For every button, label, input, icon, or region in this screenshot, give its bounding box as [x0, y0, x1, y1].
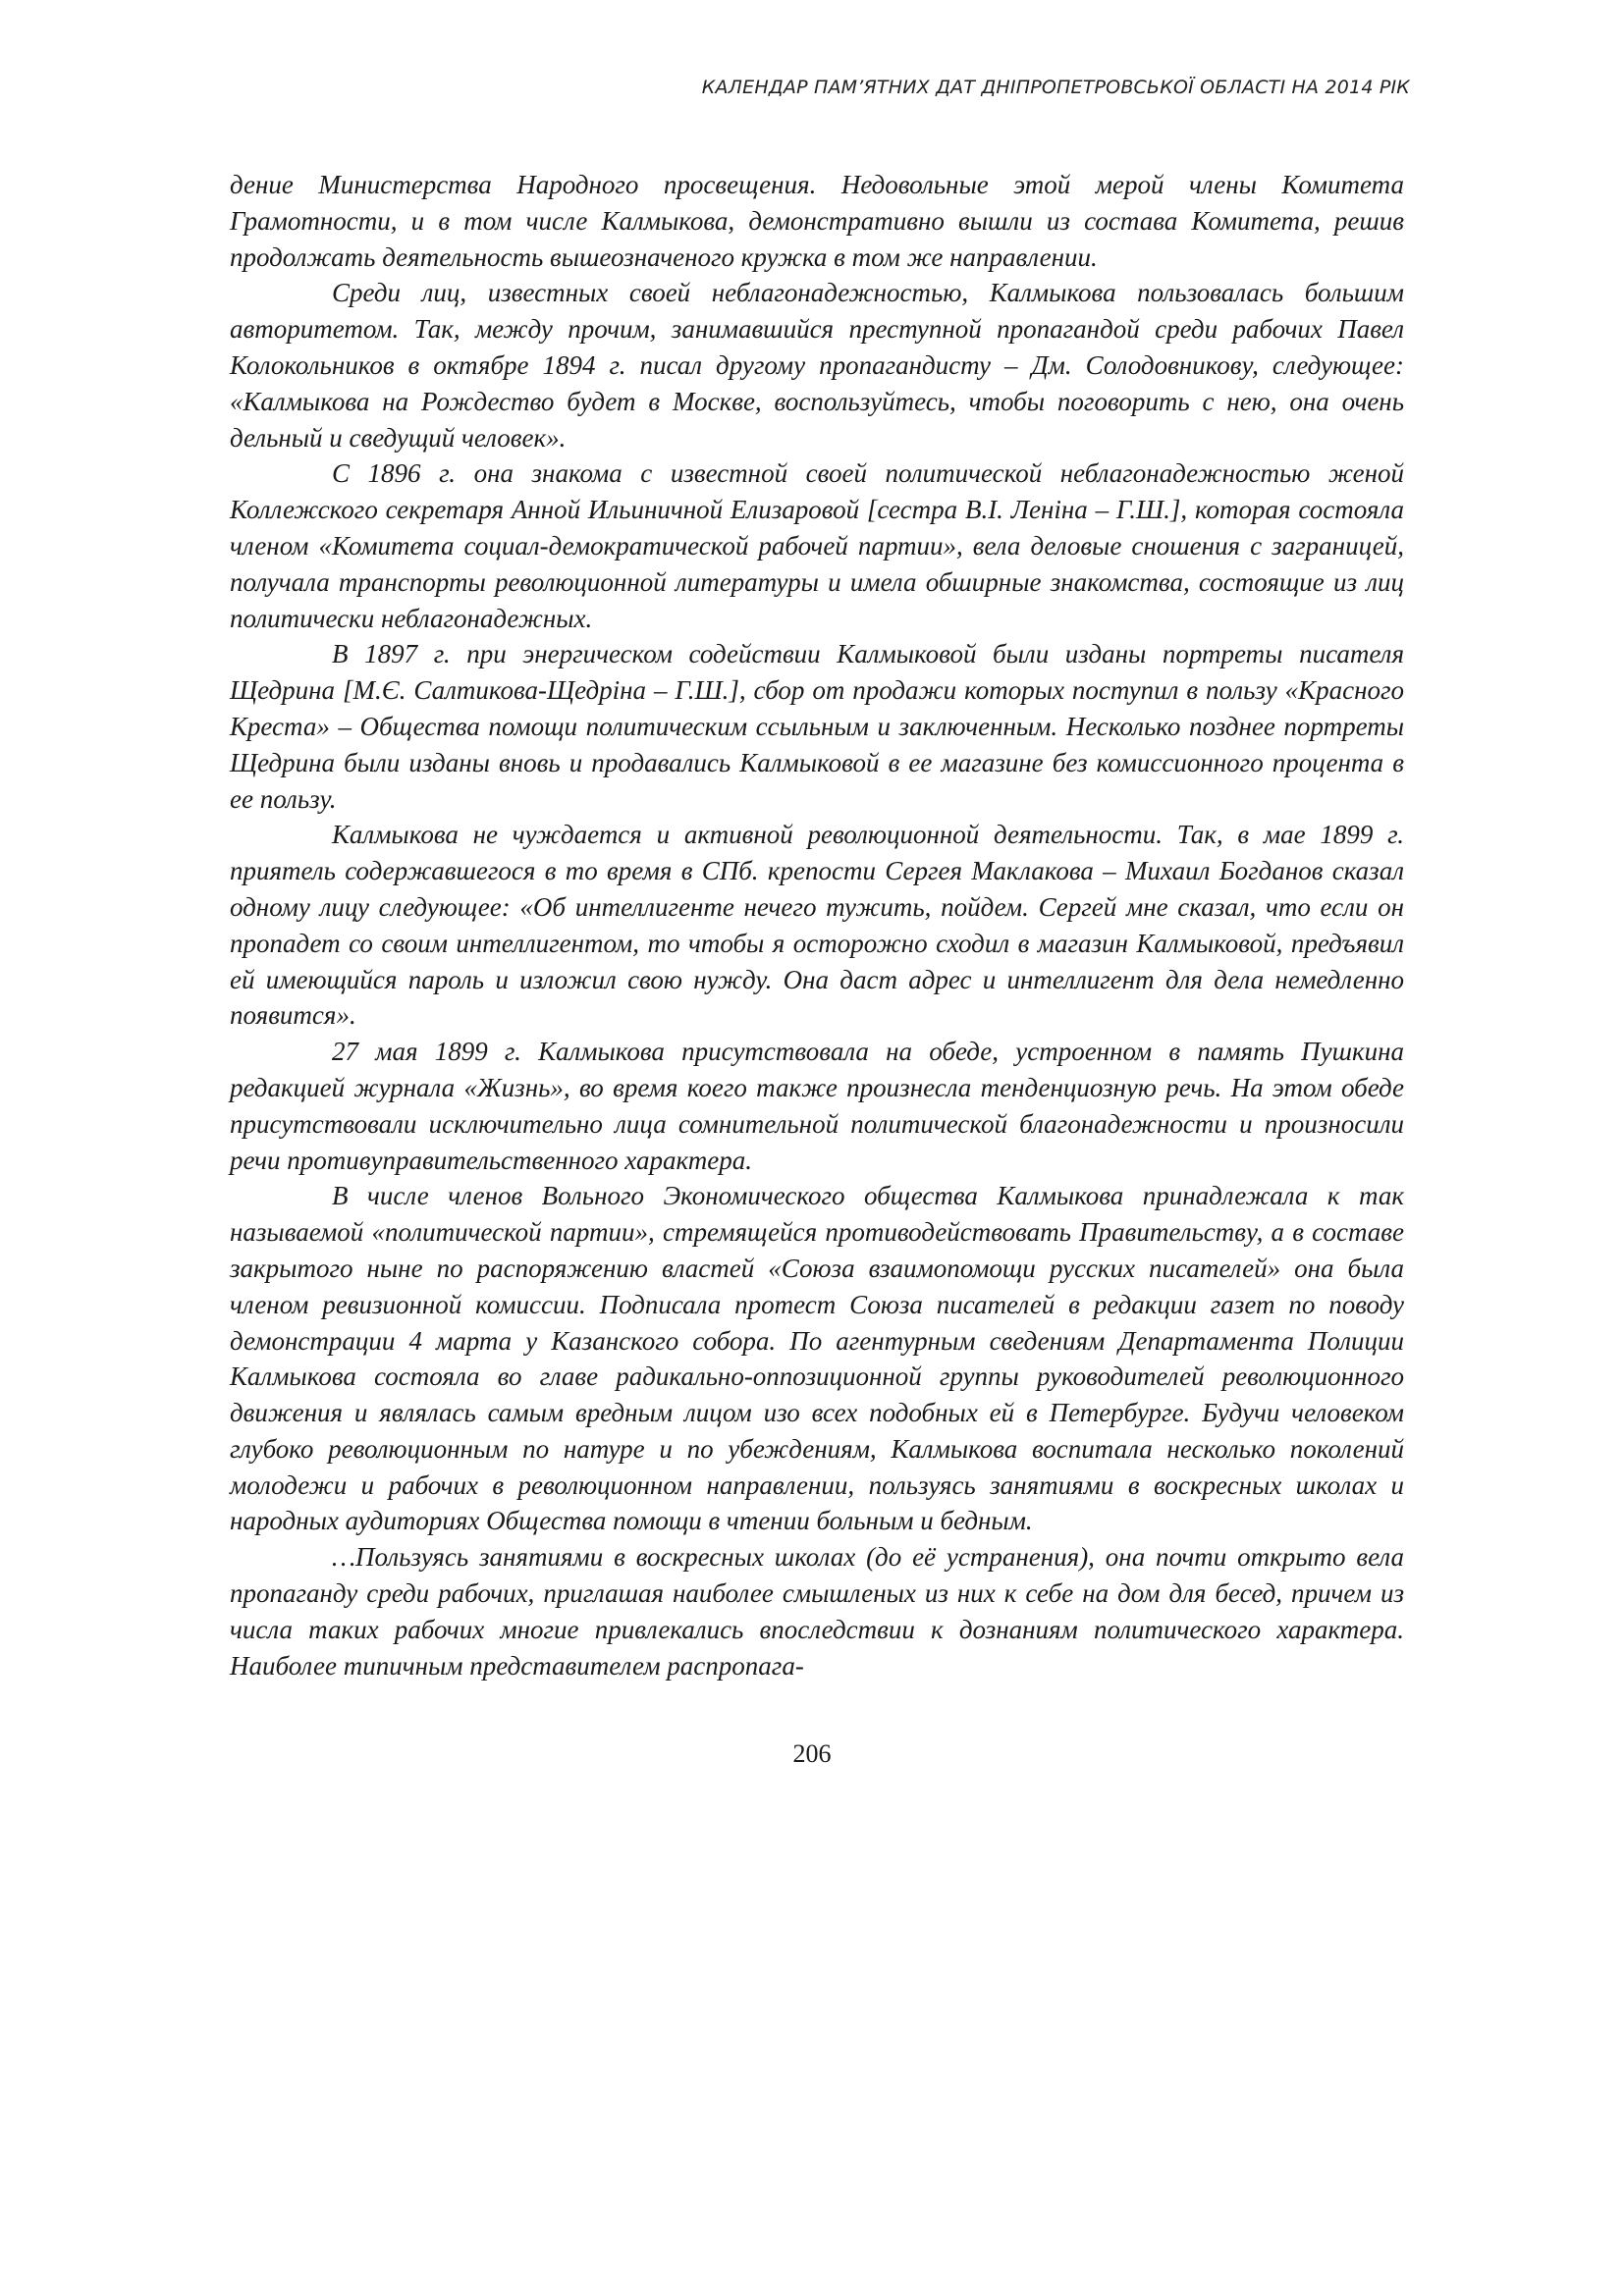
paragraph-3: С 1896 г. она знакома с известной своей политической неблагонадежностью женой Коллежского секретаря Анной Ильиничной Елизаровой [сестра В.І. Леніна – Г.Ш.], которая состояла членом «Комитета социал-демократической рабочей партии», вела деловые сношения с заграницей, получала транспорты революционной литературы и имела обширные знакомства, состоящие из лиц политически неблагонадежных. — [230, 458, 1404, 633]
paragraph-7: В числе членов Вольного Экономического общества Калмыкова принадлежала к так называемой «политической партии», стремящейся противодействовать Правительству, а в составе закрытого ныне по распоряжению властей «Союза взаимопомощи русских писателей» она была членом ревизионной комиссии. Подписала протест Союза писателей в редакции газет по поводу демонстрации 4 марта у Казанского собора. По агентурным сведениям Департамента Полиции Калмыкова состояла во главе радикально-оппозиционной группы руководителей революционного движения и являлась самым вредным лицом изо всех подобных ей в Петербурге. Будучи человеком глубоко революционным по натуре и по убеждениям, Калмыкова воспитала несколько поколений молодежи и рабочих в революционном направлении, пользуясь занятиями в воскресных школах и народных аудиториях Общества помощи в чтении больным и бедным. — [230, 1181, 1404, 1536]
page-number: 206 — [792, 1739, 832, 1768]
paragraph-4: В 1897 г. при энергическом содействии Калмыковой были изданы портреты писателя Щедрина [М.Є. Салтикова-Щедріна – Г.Ш.], сбор от продажи которых поступил в пользу «Красного Креста» – Общества помощи политическим ссыльным и заключенным. Несколько позднее портреты Щедрина были изданы вновь и продавались Калмыковой в ее магазине без комиссионного процента в ее пользу. — [230, 639, 1404, 814]
paragraph-2: Среди лиц, известных своей неблагонадежностью, Калмыкова пользовалась большим авторитетом. Так, между прочим, занимавшийся преступной пропагандой среди рабочих Павел Колокольников в октябре 1894 г. писал другому пропагандисту – Дм. Солодовникову, следующее: «Калмыкова на Рождество будет в Москве, воспользуйтесь, чтобы поговорить с нею, она очень дельный и сведущий человек». — [230, 278, 1404, 453]
body-text — [230, 167, 1404, 1683]
paragraph-8: …Пользуясь занятиями в воскресных школах (до её устранения), она почти открыто вела пропаганду среди рабочих, приглашая наиболее смышленых из них к себе на дом для бесед, причем из числа таких рабочих многие привлекались впоследствии к дознаниям политического характера. Наиболее типичным представителем распропага- — [230, 1542, 1404, 1681]
paragraph-5: Калмыкова не чуждается и активной революционной деятельности. Так, в мае 1899 г. приятель содержавшегося в то время в СПб. крепости Сергея Маклакова – Михаил Богданов сказал одному лицу следующее: «Об интеллигенте нечего тужить, пойдем. Сергей мне сказал, что если он пропадет со своим интеллигентом, то чтобы я осторожно сходил в магазин Калмыковой, предъявил ей имеющийся пароль и изложил свою нужду. Она даст адрес и интеллигент для дела немедленно появится». — [230, 820, 1404, 1031]
paragraph-1: дение Министерства Народного просвещения. Недовольные этой мерой члены Комитета Грамотности, и в том числе Калмыкова, демонстративно вышли из состава Комитета, решив продолжать деятельность вышеозначеного кружка в том же направлении. — [230, 170, 1404, 272]
running-header: КАЛЕНДАР ПАМ’ЯТНИХ ДАТ ДНІПРОПЕТРОВСЬКОЇ ОБЛАСТІ НА 2014 РІК — [701, 77, 1410, 98]
paragraph-6: 27 мая 1899 г. Калмыкова присутствовала на обеде, устроенном в память Пушкина редакцией журнала «Жизнь», во время коего также произнесла тенденциозную речь. На этом обеде присутствовали исключительно лица сомнительной политической благонадежности и произносили речи противуправительственного характера. — [230, 1037, 1404, 1175]
